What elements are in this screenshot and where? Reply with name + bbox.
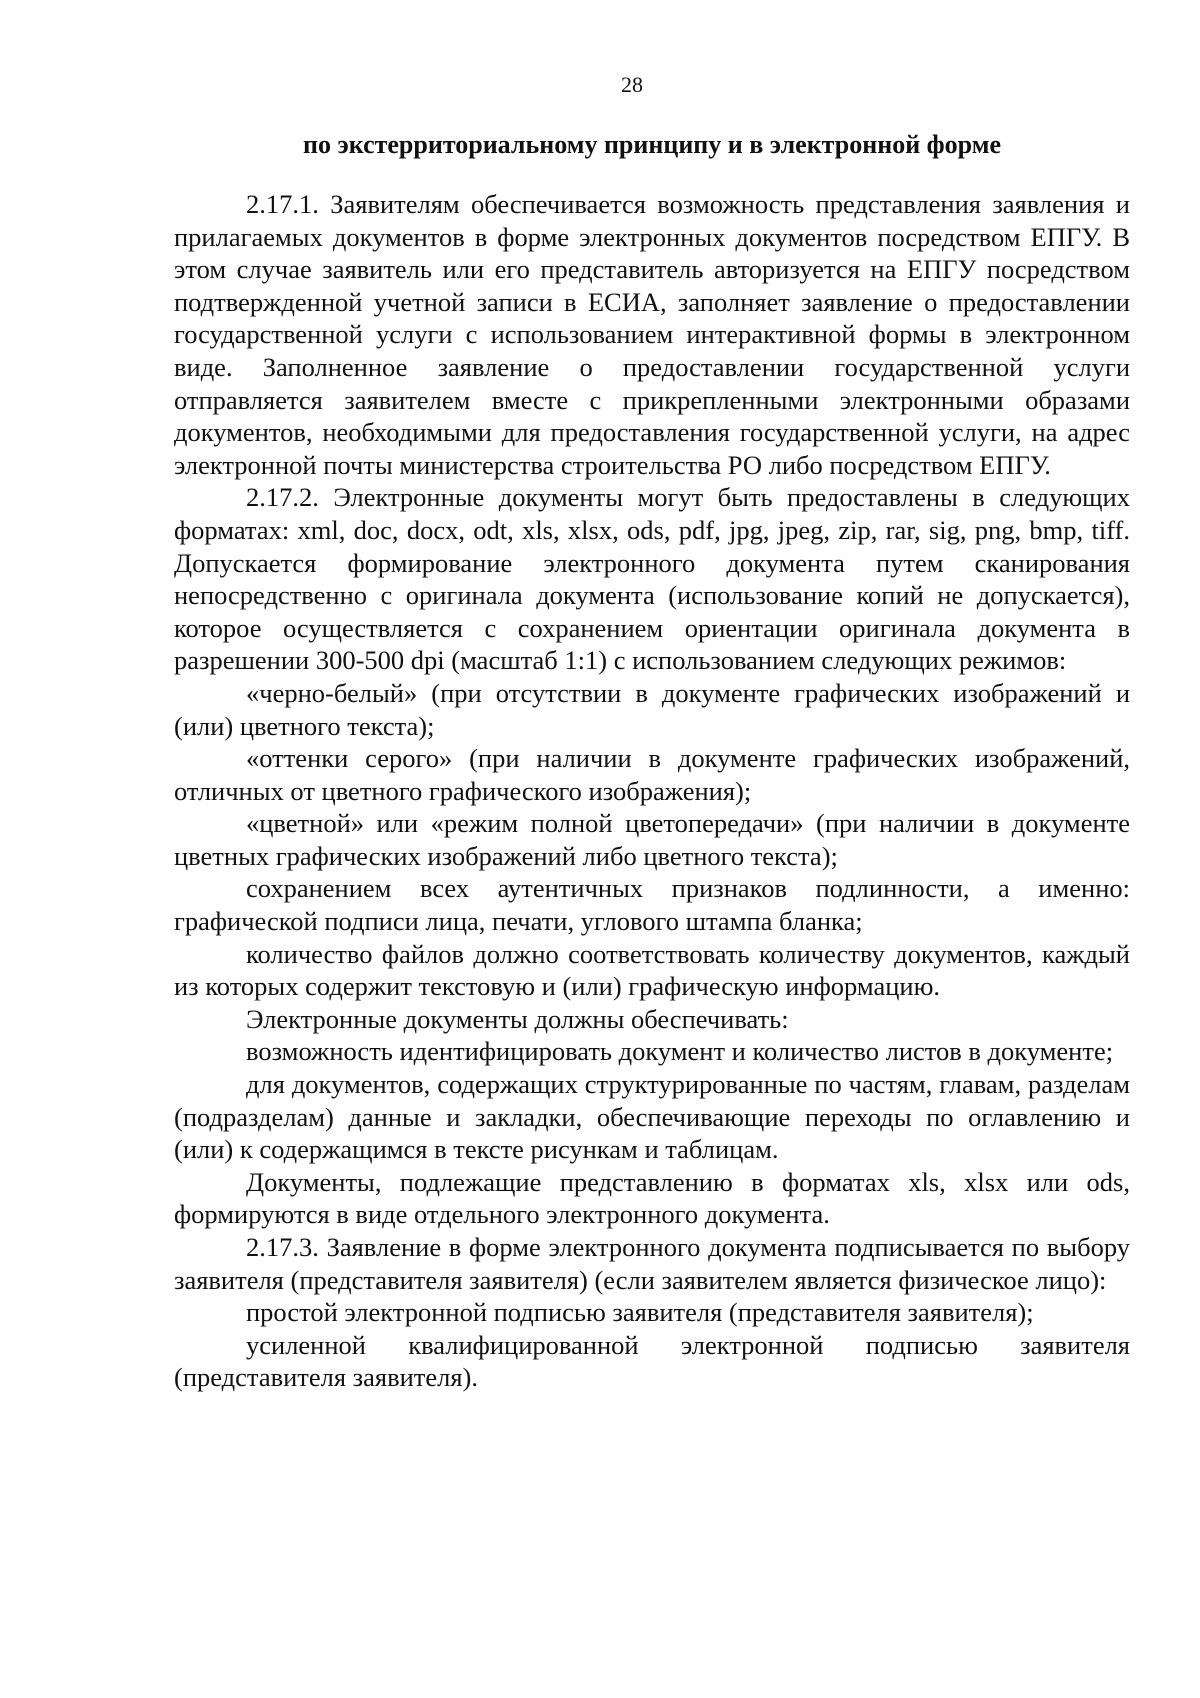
paragraph: сохранением всех аутентичных признаков подлинности, а именно: графической подписи лица, печати, углового штампа бланка; bbox=[174, 873, 1130, 937]
paragraph: усиленной квалифицированной электронной подписью заявителя (представителя заявителя). bbox=[174, 1329, 1130, 1393]
paragraph: 2.17.1. Заявителям обеспечивается возможность представления заявления и прилагаемых документов в форме электронных документов посредством ЕПГУ. В этом случае заявитель или его представитель авторизуется на ЕПГУ посредством подтвержденной учетной записи в ЕСИА, заполняет заявление о предоставлении государственной услуги с использованием интерактивной формы в электронном виде. Заполненное заявление о предоставлении государственной услуги отправляется заявителем вместе с прикрепленными электронными образами документов, необходимыми для предоставления государственной услуги, на адрес электронной почты министерства строительства РО либо посредством ЕПГУ. bbox=[174, 189, 1130, 480]
paragraph: Документы, подлежащие представлению в форматах xls, xlsx или ods, формируются в виде отдельного электронного документа. bbox=[174, 1166, 1130, 1230]
paragraph: возможность идентифицировать документ и количество листов в документе; bbox=[246, 1036, 1114, 1067]
paragraph: 2.17.2. Электронные документы могут быть предоставлены в следующих форматах: xml, doc, docx, odt, xls, xlsx, ods, pdf, jpg, jpeg, zip, rar, sig, png, bmp, tiff. Допускается формирование электронного документа путем сканирования непосредственно с оригинала документа (использование копий не допускается), которое осуществляется с сохранением ориентации оригинала документа в разрешении 300-500 dpi (масштаб 1:1) с использованием следующих режимов: bbox=[174, 482, 1130, 676]
page-number: 28 bbox=[621, 72, 643, 97]
paragraph: «оттенки серого» (при наличии в документе графических изображений, отличных от цветного графического изображения); bbox=[174, 743, 1130, 806]
document-body bbox=[174, 188, 1130, 1394]
paragraph: «цветной» или «режим полной цветопередачи» (при наличии в документе цветных графических изображений либо цветного текста); bbox=[174, 808, 1130, 871]
paragraph: Электронные документы должны обеспечивать: bbox=[246, 1003, 789, 1034]
paragraph: количество файлов должно соответствовать количеству документов, каждый из которых содержит текстовую и (или) графическую информацию. bbox=[174, 938, 1130, 1002]
section-heading: по экстерриториальному принципу и в электронной форме bbox=[303, 130, 1001, 159]
paragraph: «черно-белый» (при отсутствии в документе графических изображений и (или) цветного текста); bbox=[174, 677, 1130, 741]
paragraph: простой электронной подписью заявителя (представителя заявителя); bbox=[246, 1297, 1034, 1328]
paragraph: для документов, содержащих структурированные по частям, главам, разделам (подразделам) данные и закладки, обеспечивающие переходы по оглавлению и (или) к содержащимся в тексте рисункам и таблицам. bbox=[174, 1069, 1130, 1165]
paragraph: 2.17.3. Заявление в форме электронного документа подписывается по выбору заявителя (представителя заявителя) (если заявителем является физическое лицо): bbox=[174, 1232, 1130, 1295]
